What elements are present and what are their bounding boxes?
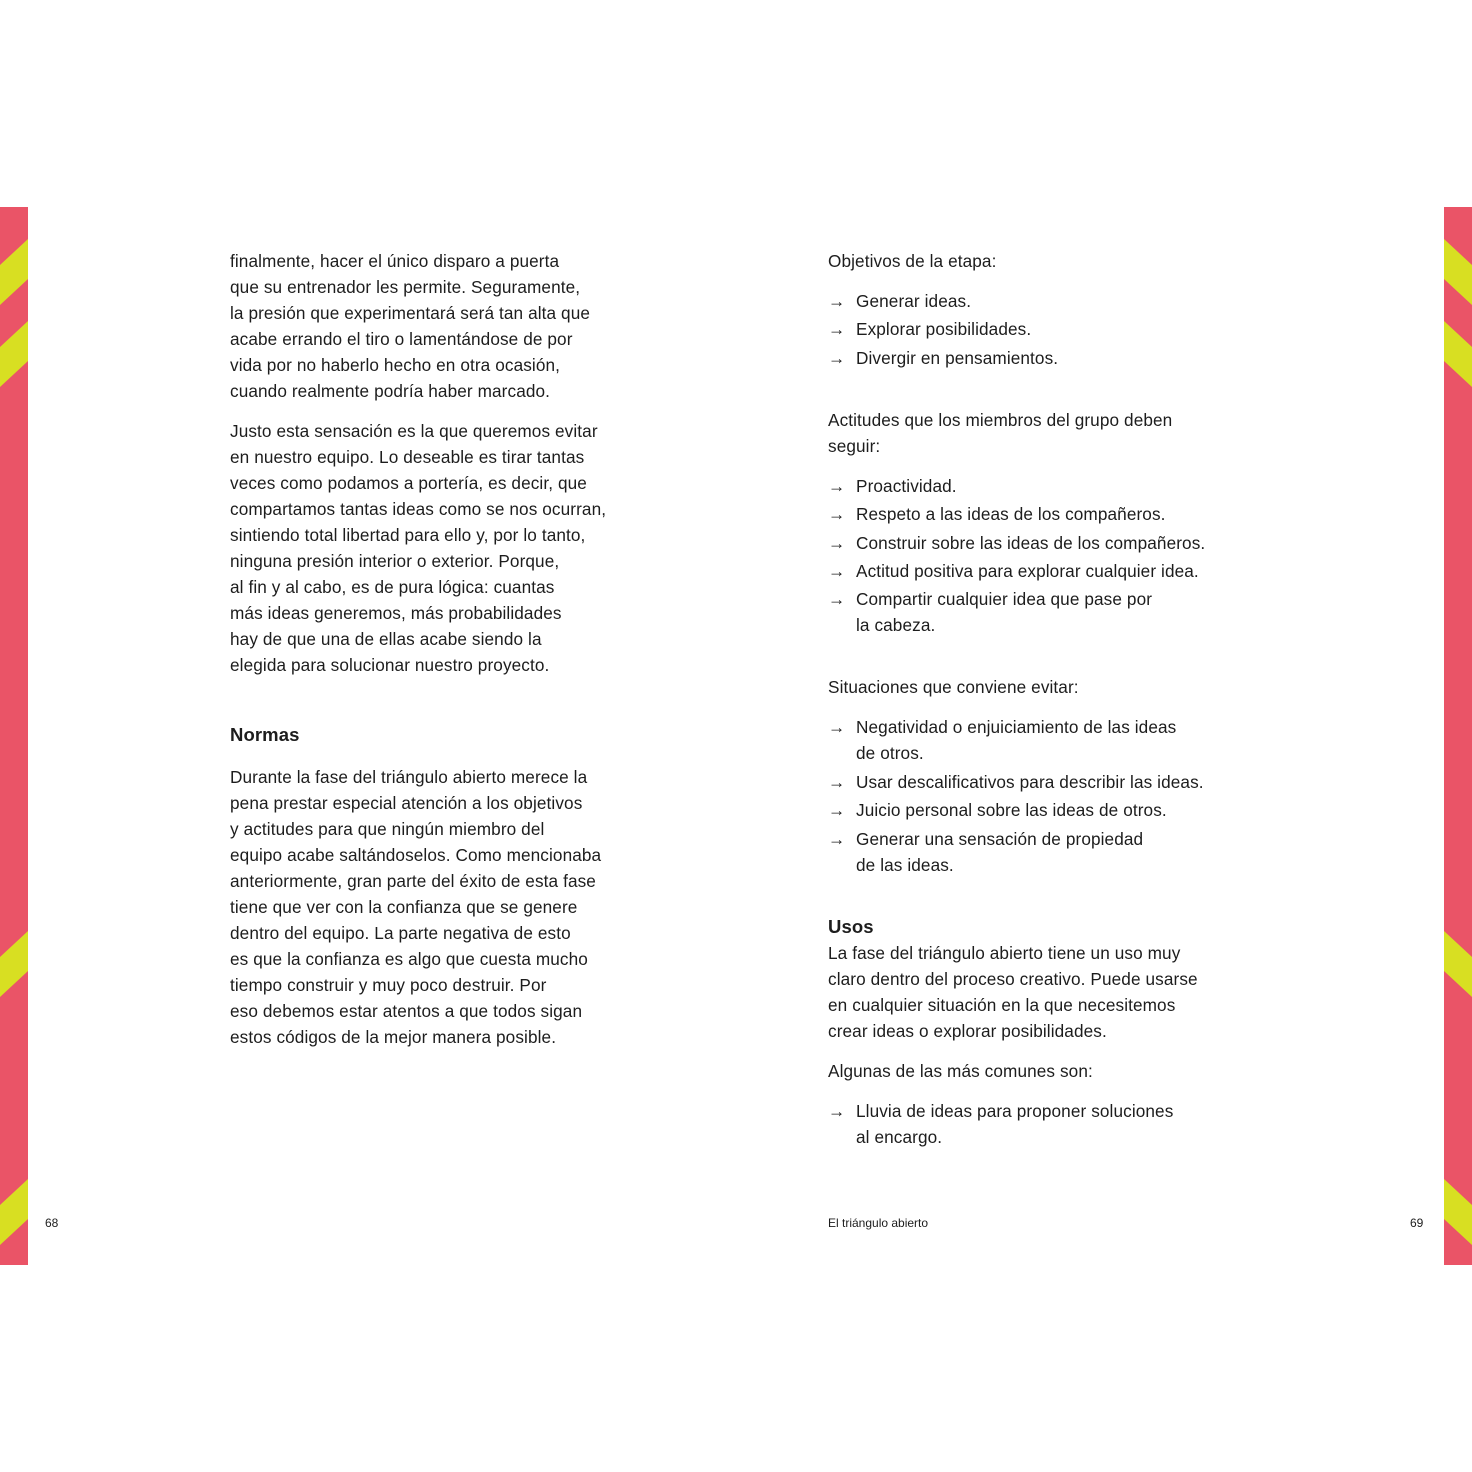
list-item-text: Lluvia de ideas para proponer soluciones [856,1100,1174,1121]
right-edge-decoration [1444,207,1472,1265]
list-item-text: Juicio personal sobre las ideas de otros. [856,800,1167,821]
left-edge-decoration [0,207,28,1265]
text-line: finalmente, hacer el único disparo a puerta [230,251,560,271]
text-line: tiene que ver con la confianza que se genere [230,897,578,917]
list-item-text: Proactividad. [856,475,957,496]
list-item [828,797,1248,823]
list-item-text: Compartir cualquier idea que pase por [856,589,1153,610]
text-line: anteriormente, gran parte del éxito de esta fase [230,871,596,891]
usos-paragraph [828,940,1248,1044]
actitudes-block [828,407,1248,639]
text-line: ninguna presión interior o exterior. Porque, [230,551,560,571]
list-item [828,558,1248,584]
text-line: Durante la fase del triángulo abierto merece la [230,767,588,787]
page-number-left: 68 [45,1216,59,1230]
arrow-icon: → [828,560,846,581]
list-item [828,714,1248,766]
text-line: acabe errando el tiro o lamentándose de por [230,329,573,349]
list-item-text: al encargo. [856,1126,943,1147]
text-line: vida por no haberlo hecho en otra ocasión, [230,355,561,375]
list-item-text: la cabeza. [856,615,936,636]
arrow-icon: → [828,1100,846,1121]
list-item-text: Generar ideas. [856,291,972,311]
arrow-icon: → [828,717,846,738]
text-line: al fin y al cabo, es de pura lógica: cuantas [230,577,555,597]
text-line: seguir: [828,435,881,456]
text-line: claro dentro del proceso creativo. Puede usarse [828,968,1198,989]
usos-list [828,1098,1248,1150]
text-line: veces como podamos a portería, es decir, que [230,473,587,493]
list-item [828,345,1248,371]
text-line: equipo acabe saltándoselos. Como mencionaba [230,845,602,865]
paragraph-3 [230,764,650,1050]
list-item [828,316,1248,342]
text-line: Justo esta sensación es la que queremos evitar [230,421,598,441]
list-item [828,826,1248,878]
situaciones-list [828,714,1248,877]
left-page-text [230,248,650,1050]
arrow-icon: → [828,319,846,340]
text-line: en nuestro equipo. Lo deseable es tirar tantas [230,447,585,467]
list-item-text: Generar una sensación de propiedad [856,828,1144,849]
arrow-icon: → [828,475,846,496]
text-line: estos códigos de la mejor manera posible. [230,1027,557,1047]
list-item [828,530,1248,556]
left-edge-stripes [0,207,28,1265]
right-page-text [828,248,1248,1152]
list-item-text: Usar descalificativos para describir las ideas. [856,771,1204,792]
text-line: dentro del equipo. La parte negativa de esto [230,923,571,943]
text-line: que su entrenador les permite. Seguramente, [230,277,581,297]
arrow-icon: → [828,828,846,849]
right-edge-stripes [1444,207,1472,1265]
text-line: crear ideas o explorar posibilidades. [828,1020,1107,1041]
list-item-text: Respeto a las ideas de los compañeros. [856,504,1166,525]
text-line: hay de que una de ellas acabe siendo la [230,629,542,649]
list-item [828,288,1248,314]
arrow-icon: → [828,589,846,610]
usos-sub-label: Algunas de las más comunes son: [828,1060,1093,1081]
actitudes-label [828,407,1248,459]
list-item-text: Construir sobre las ideas de los compañeros. [856,532,1206,553]
page-number-right: 69 [1410,1216,1424,1230]
text-line: más ideas generemos, más probabilidades [230,603,562,623]
text-line: eso debemos estar atentos a que todos sigan [230,1001,583,1021]
text-line: compartamos tantas ideas como se nos ocurran, [230,499,607,519]
text-line: elegida para solucionar nuestro proyecto. [230,655,550,675]
situaciones-block [828,674,1248,877]
arrow-icon: → [828,771,846,792]
text-line: en cualquier situación en la que necesitemos [828,994,1176,1015]
text-line: la presión que experimentará será tan alta que [230,303,591,323]
actitudes-list [828,473,1248,639]
paragraph-1 [230,248,650,404]
text-line: Actitudes que los miembros del grupo deben [828,409,1173,430]
paragraph-2 [230,418,650,678]
arrow-icon: → [828,347,846,368]
list-item-text: de otros. [856,743,924,764]
list-item [828,586,1248,638]
text-line: La fase del triángulo abierto tiene un uso muy [828,942,1181,963]
list-item [828,473,1248,499]
list-item [828,501,1248,527]
objetivos-list [828,288,1248,371]
list-item-text: de las ideas. [856,854,954,875]
situaciones-label: Situaciones que conviene evitar: [828,677,1079,698]
list-item-text: Divergir en pensamientos. [856,347,1059,368]
text-line: tiempo construir y muy poco destruir. Por [230,975,547,995]
text-line: sintiendo total libertad para ello y, por lo tanto, [230,525,586,545]
objetivos-block [828,248,1248,371]
text-line: y actitudes para que ningún miembro del [230,819,545,839]
list-item-text: Explorar posibilidades. [856,319,1032,340]
arrow-icon: → [828,504,846,525]
list-item-text: Actitud positiva para explorar cualquier idea. [856,560,1199,581]
list-item [828,1098,1248,1150]
text-line: cuando realmente podría haber marcado. [230,381,551,401]
arrow-icon: → [828,800,846,821]
arrow-icon: → [828,291,846,311]
list-item [828,769,1248,795]
section-heading-normas: Normas [230,724,300,745]
running-title: El triángulo abierto [828,1216,929,1230]
arrow-icon: → [828,532,846,553]
list-item-text: Negatividad o enjuiciamiento de las ideas [856,717,1177,738]
section-heading-usos: Usos [828,915,874,937]
text-line: es que la confianza es algo que cuesta mucho [230,949,588,969]
objetivos-label: Objetivos de la etapa: [828,251,997,271]
text-line: pena prestar especial atención a los objetivos [230,793,583,813]
